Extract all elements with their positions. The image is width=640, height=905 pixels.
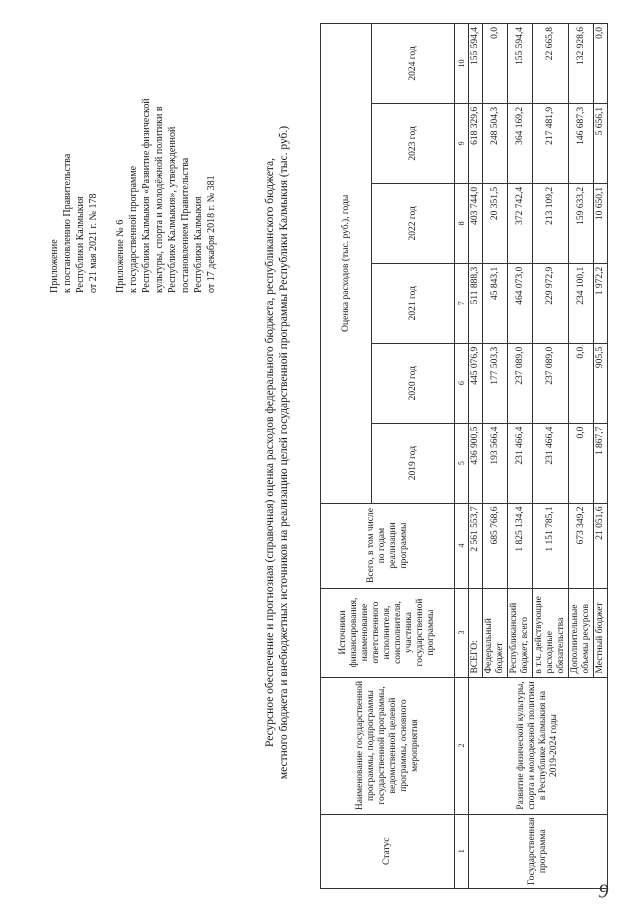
- appendix-line: к постановлению Правительства: [62, 153, 73, 293]
- header-year: 2019 год: [372, 423, 455, 503]
- source-cell: Местный бюджет: [594, 588, 608, 677]
- header-source: Источники финансирования, наименование ответственного исполнителя, соисполнителя, участника государственной программы: [321, 588, 455, 677]
- year-value-cell: 511 888,3: [469, 263, 483, 343]
- year-value-cell: 231 466,4: [533, 423, 569, 503]
- budget-table: [320, 23, 608, 889]
- title-line-2: местного бюджета и внебюджетных источников на реализацию целей государственной программы Республики Калмыкия (тыс. руб.): [278, 125, 290, 780]
- source-cell: Дополнительные объемы ресурсов: [569, 588, 594, 677]
- appendix-line: Приложение № 6: [115, 219, 126, 293]
- appendix-line: Республике Калмыкия», утвержденной: [167, 126, 178, 293]
- program-name-cell: Развитие физической культуры, спорта и молодежной политики в Республике Калмыкия на 2019-2024 годы: [469, 677, 608, 814]
- year-value-cell: 1 972,2: [594, 263, 608, 343]
- appendix-line: Республики Калмыкия «Развитие физической: [141, 98, 152, 293]
- appendix-line: к государственной программе: [128, 165, 139, 293]
- appendix-resolution: [48, 3, 100, 293]
- title-line-1: Ресурсное обеспечение и прогнозная (справочная) оценка расходов федерального бюджета, республиканского бюджета,: [264, 157, 276, 748]
- total-cell: 673 349,2: [569, 503, 594, 588]
- column-number: 3: [455, 588, 469, 677]
- total-cell: 1 151 785,1: [533, 503, 569, 588]
- year-value-cell: 146 687,3: [569, 103, 594, 183]
- column-number: 10: [455, 24, 469, 104]
- year-value-cell: 445 076,9: [469, 343, 483, 423]
- appendix-block: [48, 3, 218, 293]
- header-name: Наименование государственной программы, подпрограммы государственной программы, ведомственной целевой программы, основного мероприятия: [321, 677, 455, 814]
- year-value-cell: 155 594,4: [508, 24, 533, 104]
- year-value-cell: 436 900,5: [469, 423, 483, 503]
- source-cell: Федеральный бюджет: [483, 588, 508, 677]
- year-value-cell: 159 633,2: [569, 183, 594, 263]
- header-year: 2022 год: [372, 183, 455, 263]
- year-value-cell: 217 481,9: [533, 103, 569, 183]
- document-title: [263, 25, 291, 880]
- total-cell: 2 561 553,7: [469, 503, 483, 588]
- year-value-cell: 464 073,0: [508, 263, 533, 343]
- page-number: 9: [598, 880, 609, 903]
- column-number: 9: [455, 103, 469, 183]
- header-status: Статус: [321, 814, 455, 888]
- column-number: 7: [455, 263, 469, 343]
- appendix-program: [114, 3, 218, 293]
- header-year: 2020 год: [372, 343, 455, 423]
- header-year: 2024 год: [372, 24, 455, 104]
- appendix-line: Республики Калмыкия: [75, 196, 86, 293]
- column-number: 4: [455, 503, 469, 588]
- appendix-line: Приложение: [49, 239, 60, 293]
- source-cell: ВСЕГО:: [469, 588, 483, 677]
- year-value-cell: 364 169,2: [508, 103, 533, 183]
- appendix-line: культуры, спорта и молодёжной политики в: [154, 106, 165, 293]
- year-value-cell: 237 089,0: [533, 343, 569, 423]
- status-cell: Государственная программа: [469, 814, 608, 888]
- year-value-cell: 372 742,4: [508, 183, 533, 263]
- year-value-cell: 618 329,6: [469, 103, 483, 183]
- header-estimate: Оценка расходов (тыс. руб.), годы: [321, 24, 372, 504]
- header-year: 2021 год: [372, 263, 455, 343]
- year-value-cell: 0,0: [483, 24, 508, 104]
- total-cell: 685 768,6: [483, 503, 508, 588]
- column-number: 1: [455, 814, 469, 888]
- year-value-cell: 20 351,5: [483, 183, 508, 263]
- year-value-cell: 234 100,1: [569, 263, 594, 343]
- year-value-cell: 0,0: [569, 423, 594, 503]
- header-total: Всего, в том числе по годам реализации программы: [321, 503, 455, 588]
- year-value-cell: 0,0: [594, 24, 608, 104]
- year-value-cell: 45 843,1: [483, 263, 508, 343]
- year-value-cell: 5 656,1: [594, 103, 608, 183]
- appendix-line: от 21 мая 2021 г. № 178: [88, 193, 99, 293]
- year-value-cell: 248 504,3: [483, 103, 508, 183]
- column-number: 6: [455, 343, 469, 423]
- year-value-cell: 213 109,2: [533, 183, 569, 263]
- year-value-cell: 231 466,4: [508, 423, 533, 503]
- source-cell: Республиканский бюджет, всего: [508, 588, 533, 677]
- year-value-cell: 0,0: [569, 343, 594, 423]
- column-number: 8: [455, 183, 469, 263]
- column-number: 2: [455, 677, 469, 814]
- year-value-cell: 905,5: [594, 343, 608, 423]
- year-value-cell: 177 503,3: [483, 343, 508, 423]
- total-cell: 21 051,6: [594, 503, 608, 588]
- year-value-cell: 229 972,9: [533, 263, 569, 343]
- year-value-cell: 237 089,0: [508, 343, 533, 423]
- year-value-cell: 1 867,7: [594, 423, 608, 503]
- total-cell: 1 825 134,4: [508, 503, 533, 588]
- appendix-line: от 17 декабря 2018 г. № 381: [206, 175, 217, 293]
- column-number-row: [455, 24, 469, 889]
- year-value-cell: 193 566,4: [483, 423, 508, 503]
- year-value-cell: 155 594,4: [469, 24, 483, 104]
- year-value-cell: 403 744,0: [469, 183, 483, 263]
- table-row: [469, 24, 483, 889]
- year-value-cell: 132 928,6: [569, 24, 594, 104]
- appendix-line: Республики Калмыкия: [193, 196, 204, 293]
- header-year: 2023 год: [372, 103, 455, 183]
- year-value-cell: 22 665,8: [533, 24, 569, 104]
- year-value-cell: 10 650,1: [594, 183, 608, 263]
- appendix-line: постановлением Правительства: [180, 157, 191, 293]
- column-number: 5: [455, 423, 469, 503]
- source-cell: в т.ч. действующие расходные обязательства: [533, 588, 569, 677]
